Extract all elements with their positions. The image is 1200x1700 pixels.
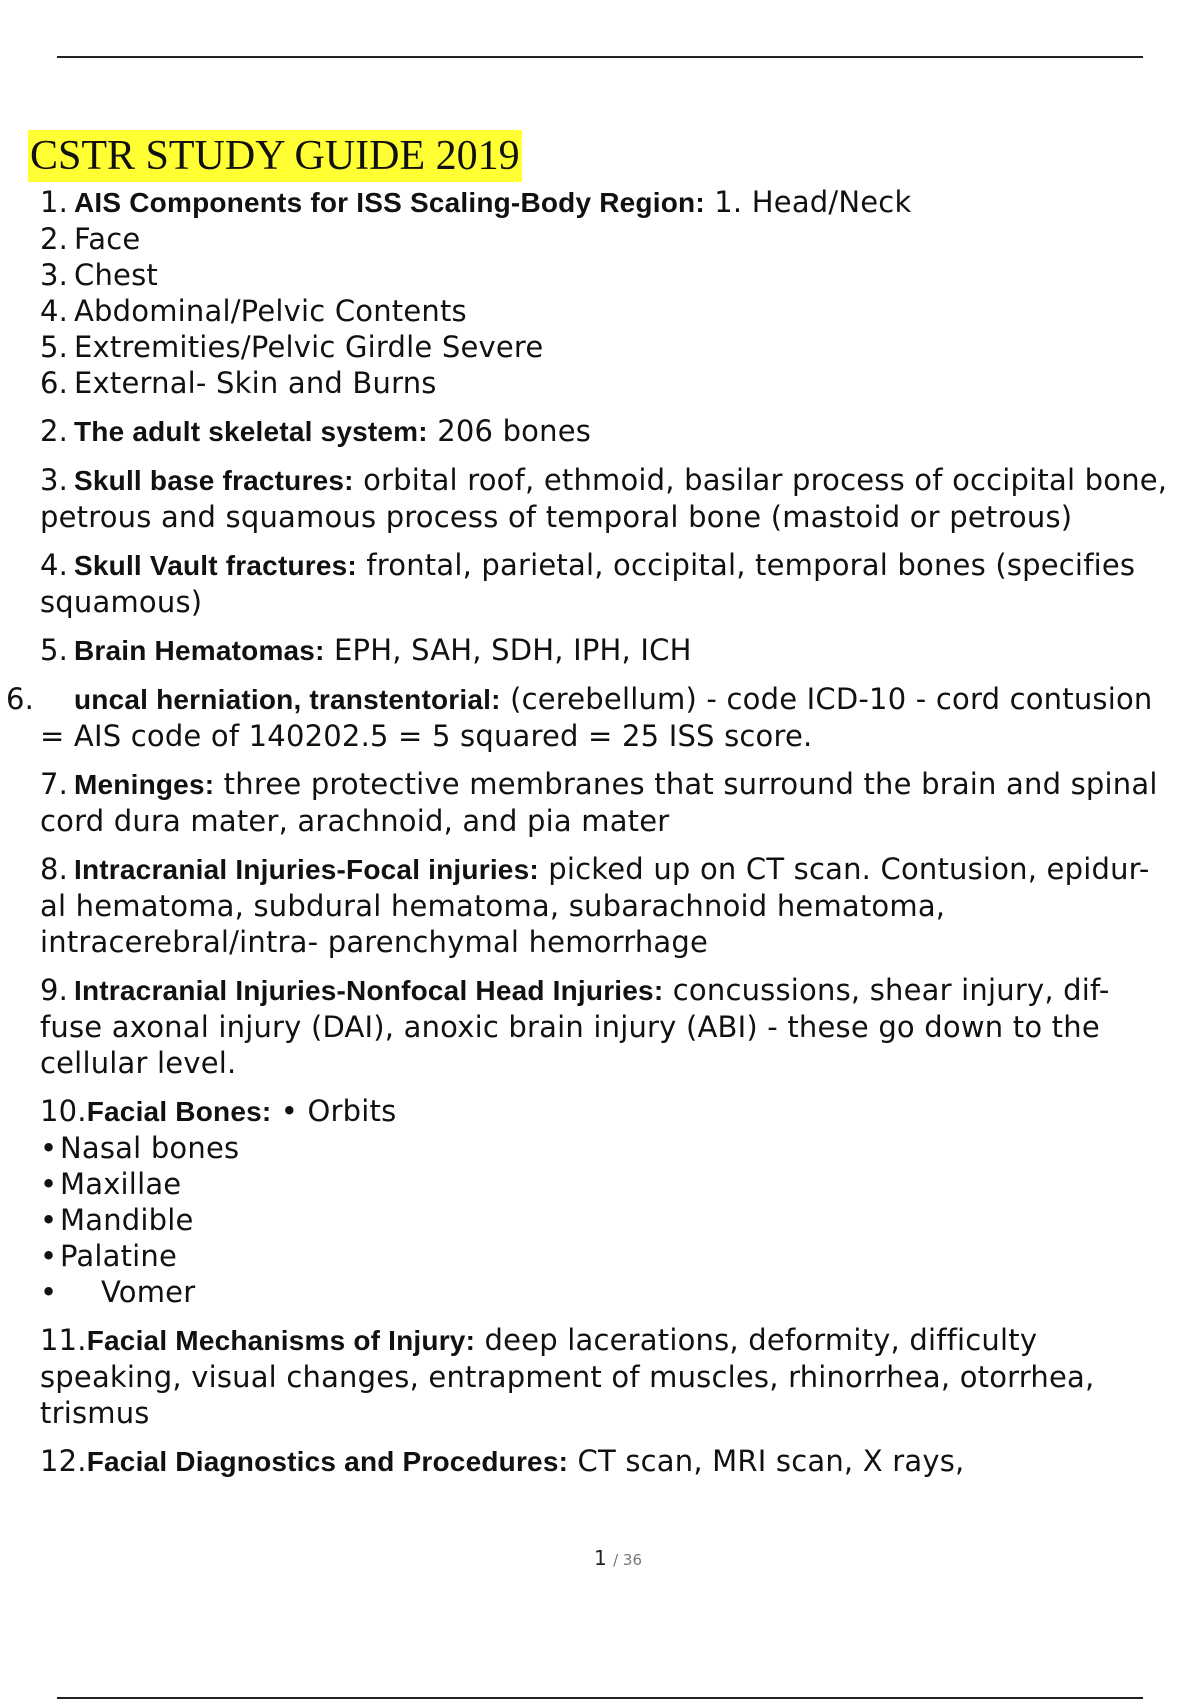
list-item: 1. AIS Components for ISS Scaling-Body Region: 1. Head/Neck bbox=[40, 185, 912, 219]
item-term: AIS Components for ISS Scaling-Body Region: bbox=[74, 187, 705, 218]
item-term: uncal herniation, transtentorial: bbox=[74, 684, 501, 715]
item-term: Facial Diagnostics and Procedures: bbox=[86, 1446, 569, 1477]
list-item: 3. Skull base fractures: orbital roof, ethmoid, basilar process of occipital bone, petrous and squamous process of temporal bone (mastoid or petrous) bbox=[40, 463, 1168, 534]
item-continuation: = AIS code of 140202.5 = 5 squared = 25 ISS score. bbox=[40, 719, 813, 753]
list-item: 5. Brain Hematomas: EPH, SAH, SDH, IPH, ICH bbox=[40, 633, 692, 667]
sub-list-item: 4. Abdominal/Pelvic Contents bbox=[40, 294, 467, 328]
item-text: deep lacerations, deformity, difficulty speaking, visual changes, entrapment of muscles, rhinorrhea, otorrhea, trismus bbox=[40, 1323, 1095, 1430]
item-text: EPH, SAH, SDH, IPH, ICH bbox=[324, 633, 692, 667]
item-text: CT scan, MRI scan, X rays, bbox=[568, 1444, 965, 1478]
bullet-item: • Vomer bbox=[40, 1275, 196, 1309]
top-rule bbox=[57, 56, 1143, 58]
item-text: three protective membranes that surround the brain and spinal cord dura mater, arachnoid, and pia mater bbox=[40, 767, 1158, 838]
bullet-item: •Maxillae bbox=[40, 1167, 182, 1201]
list-item: 11.Facial Mechanisms of Injury: deep lacerations, deformity, difficulty speaking, visual changes, entrapment of muscles, rhinorrhea, otorrhea, trismus bbox=[40, 1323, 1095, 1430]
sub-list-item: 2. Face bbox=[40, 222, 141, 256]
item-text: picked up on CT scan. Contusion, epidur- al hematoma, subdural hematoma, subarachnoid hematoma, intracerebral/intra- parenchymal hemorrhage bbox=[40, 852, 1150, 959]
list-item: 8. Intracranial Injuries-Focal injuries: picked up on CT scan. Contusion, epidur- al hematoma, subdural hematoma, subarachnoid hematoma, intracerebral/intra- parenchymal hemorrhage bbox=[40, 852, 1150, 959]
list-item: 12.Facial Diagnostics and Procedures: CT scan, MRI scan, X rays, bbox=[40, 1444, 965, 1478]
item-text: (cerebellum) - code ICD-10 - cord contusion bbox=[500, 682, 1153, 716]
list-item: 2. The adult skeletal system: 206 bones bbox=[40, 414, 592, 448]
item-term: Skull Vault fractures: bbox=[74, 550, 357, 581]
item-term: Brain Hematomas: bbox=[74, 635, 325, 666]
bullet-item: •Palatine bbox=[40, 1239, 178, 1273]
page-number bbox=[0, 1546, 1200, 1570]
sub-list-item: 5. Extremities/Pelvic Girdle Severe bbox=[40, 330, 544, 364]
item-term: Skull base fractures: bbox=[74, 465, 354, 496]
study-guide-content bbox=[6, 184, 1180, 1480]
item-term: Meninges: bbox=[74, 769, 215, 800]
item-term: The adult skeletal system: bbox=[74, 416, 428, 447]
document-title: CSTR STUDY GUIDE 2019 bbox=[28, 130, 522, 182]
item-text: orbital roof, ethmoid, basilar process of occipital bone, petrous and squamous process of temporal bone (mastoid or petrous) bbox=[40, 463, 1168, 534]
item-term: Facial Bones: bbox=[86, 1096, 272, 1127]
item-term: Intracranial Injuries-Nonfocal Head Injuries: bbox=[74, 975, 664, 1006]
item-text: concussions, shear injury, dif- fuse axonal injury (DAI), anoxic brain injury (ABI) - these go down to the cellular level. bbox=[40, 973, 1110, 1080]
item-text: frontal, parietal, occipital, temporal bones (specifies squamous) bbox=[40, 548, 1136, 619]
sub-list-item: 6. External- Skin and Burns bbox=[40, 366, 437, 400]
list-item: 9. Intracranial Injuries-Nonfocal Head Injuries: concussions, shear injury, dif- fuse axonal injury (DAI), anoxic brain injury (ABI) - these go down to the cellular level. bbox=[40, 973, 1110, 1080]
bullet-item: •Nasal bones bbox=[40, 1131, 240, 1165]
page-current: 1 bbox=[593, 1546, 607, 1570]
bottom-rule bbox=[57, 1697, 1143, 1699]
item-text: • Orbits bbox=[271, 1094, 397, 1128]
bullet-item: •Mandible bbox=[40, 1203, 194, 1237]
item-text: 1. Head/Neck bbox=[704, 185, 912, 219]
list-item: 10.Facial Bones: • Orbits bbox=[40, 1094, 397, 1128]
item-term: Intracranial Injuries-Focal injuries: bbox=[74, 854, 539, 885]
page-total: / 36 bbox=[613, 1551, 642, 1569]
item-term: Facial Mechanisms of Injury: bbox=[86, 1325, 476, 1356]
list-item: 7. Meninges: three protective membranes that surround the brain and spinal cord dura mater, arachnoid, and pia mater bbox=[40, 767, 1158, 838]
item-text: 206 bones bbox=[427, 414, 592, 448]
list-item: 6. uncal herniation, transtentorial: (cerebellum) - code ICD-10 - cord contusion bbox=[6, 682, 1153, 716]
sub-list-item: 3. Chest bbox=[40, 258, 158, 292]
list-item: 4. Skull Vault fractures: frontal, parietal, occipital, temporal bones (specifies squamous) bbox=[40, 548, 1136, 619]
